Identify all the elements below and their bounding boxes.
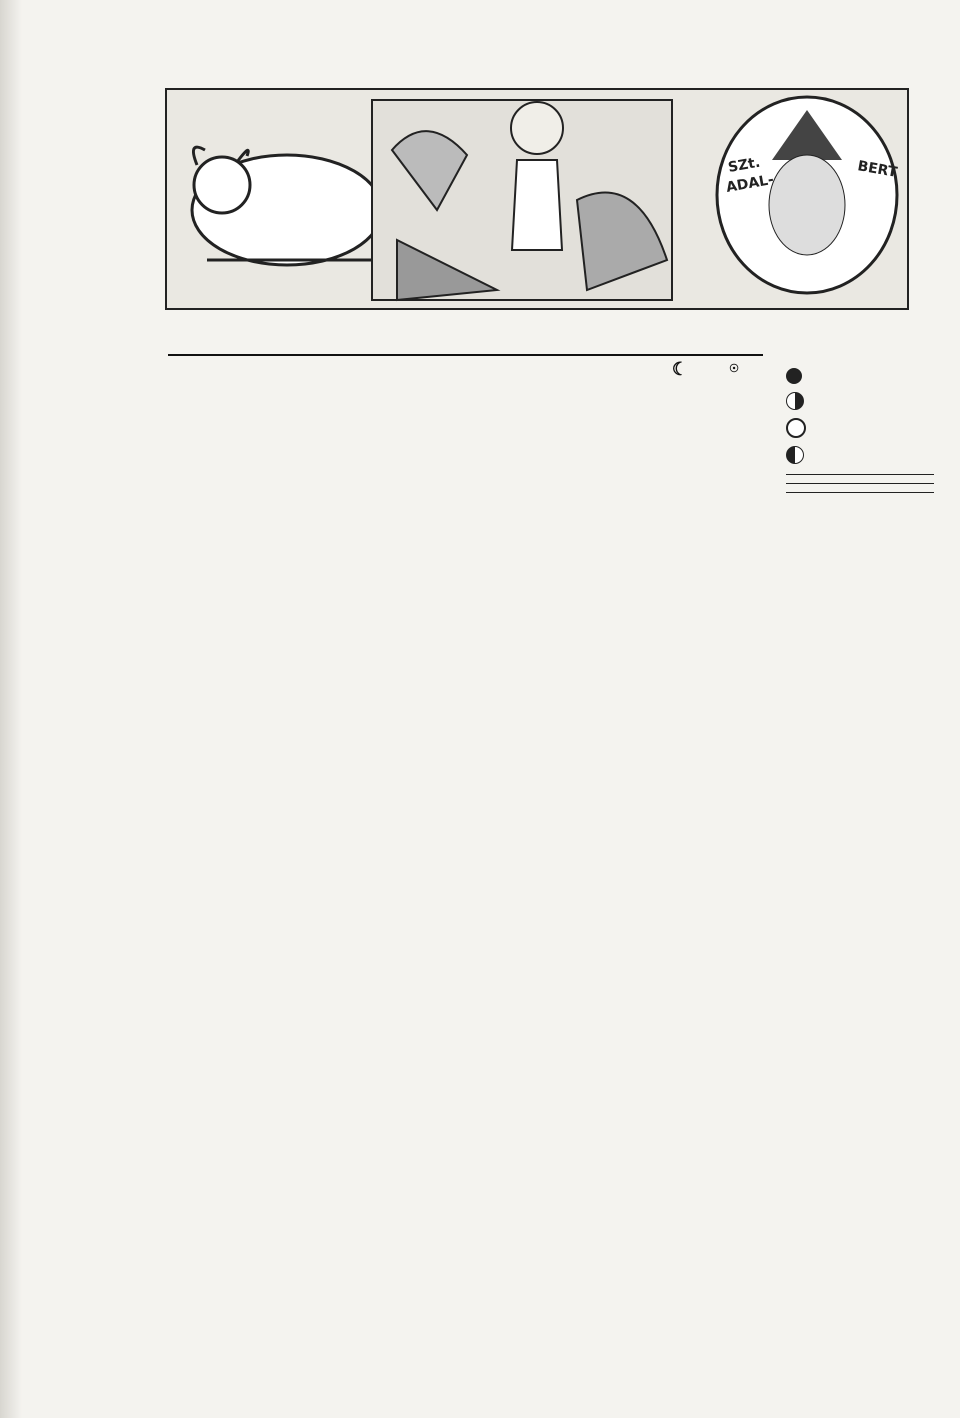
col-head-protestant	[572, 362, 666, 410]
col-head-julian	[468, 362, 570, 410]
sun-icon: ☉	[729, 363, 739, 375]
svg-text:ADAL-: ADAL-	[724, 171, 775, 196]
svg-text:BERT: BERT	[856, 158, 899, 181]
saint-adalbert-medallion	[717, 97, 899, 293]
first-quarter-text	[786, 392, 934, 410]
sidebar	[786, 362, 934, 499]
new-moon-icon	[786, 368, 802, 384]
resurrection-scene-image	[372, 100, 672, 300]
divider	[786, 474, 934, 475]
page-edge	[0, 0, 22, 1418]
taurus-bull-image	[192, 147, 382, 265]
svg-text:SZt.: SZt.	[726, 154, 762, 176]
col-head-day	[162, 362, 232, 410]
first-quarter-icon	[786, 392, 804, 410]
moon-symbol-icon: ☾	[671, 359, 689, 379]
col-head-sun	[696, 362, 772, 410]
last-quarter-text	[786, 446, 934, 464]
last-quarter-icon	[786, 446, 804, 464]
new-moon-text	[786, 368, 934, 384]
header-illustration	[165, 88, 909, 310]
col-head-roman	[338, 362, 468, 410]
title-rule	[168, 354, 763, 356]
col-head-greek	[236, 362, 336, 410]
divider	[786, 483, 934, 484]
divider	[786, 492, 934, 493]
full-moon-icon	[786, 418, 806, 438]
full-moon-text	[786, 418, 934, 438]
illustration-svg	[167, 90, 907, 308]
